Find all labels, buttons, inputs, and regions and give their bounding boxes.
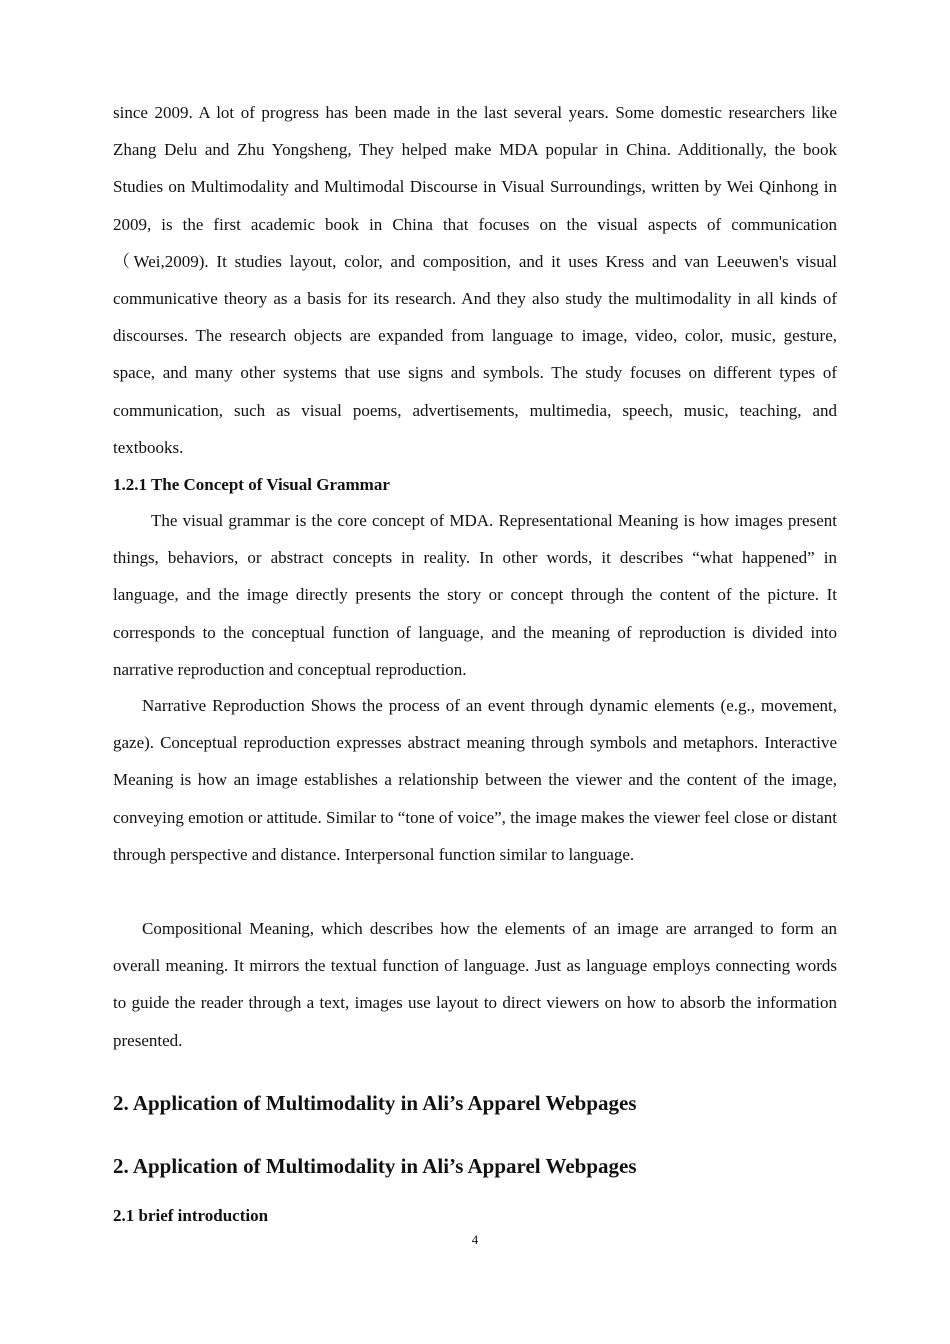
page-number: 4: [471, 1232, 479, 1247]
heading-brief-introduction: 2.1 brief introduction: [113, 1206, 269, 1225]
paragraph-representational-meaning: The visual grammar is the core concept of MDA. Representational Meaning is how images present things, behaviors, or abstract concepts in reality. In other words, it describes “what happened” in language, and the image directly presents the story or concept through the content of the picture. It corresponds to the conceptual function of language, and the meaning of reproduction is divided into narrative reproduction and conceptual reproduction.: [113, 511, 837, 679]
section-heading-application-repeat: 2. Application of Multimodality in Ali’s Apparel Webpages: [113, 1154, 637, 1178]
section-heading-application: 2. Application of Multimodality in Ali’s Apparel Webpages: [113, 1091, 637, 1115]
paragraph-mda-in-china: since 2009. A lot of progress has been made in the last several years. Some domestic researchers like Zhang Delu and Zhu Yongsheng, They helped make MDA popular in China. Additionally, the book Studies on Multimodality and Multimodal Discourse in Visual Surroundings, written by Wei Qinhong in 2009, is the first academic book in China that focuses on the visual aspects of communication（Wei,2009). It studies layout, color, and composition, and it uses Kress and van Leeuwen's visual communicative theory as a basis for its research. And they also study the multimodality in all kinds of discourses. The research objects are expanded from language to image, video, color, music, gesture, space, and many other systems that use signs and symbols. The study focuses on different types of communication, such as visual poems, advertisements, multimedia, speech, music, teaching, and textbooks.: [113, 103, 837, 457]
paragraph-compositional-meaning: Compositional Meaning, which describes how the elements of an image are arranged to form an overall meaning. It mirrors the textual function of language. Just as language employs connecting words to guide the reader through a text, images use layout to direct viewers on how to absorb the information presented.: [113, 919, 837, 1050]
paragraph-narrative-reproduction: Narrative Reproduction Shows the process of an event through dynamic elements (e.g., movement, gaze). Conceptual reproduction expresses abstract meaning through symbols and metaphors. Interactive Meaning is how an image establishes a relationship between the viewer and the content of the image, conveying emotion or attitude. Similar to “tone of voice”, the image makes the viewer feel close or distant through perspective and distance. Interpersonal function similar to language.: [113, 696, 837, 864]
heading-visual-grammar: 1.2.1 The Concept of Visual Grammar: [113, 475, 390, 494]
